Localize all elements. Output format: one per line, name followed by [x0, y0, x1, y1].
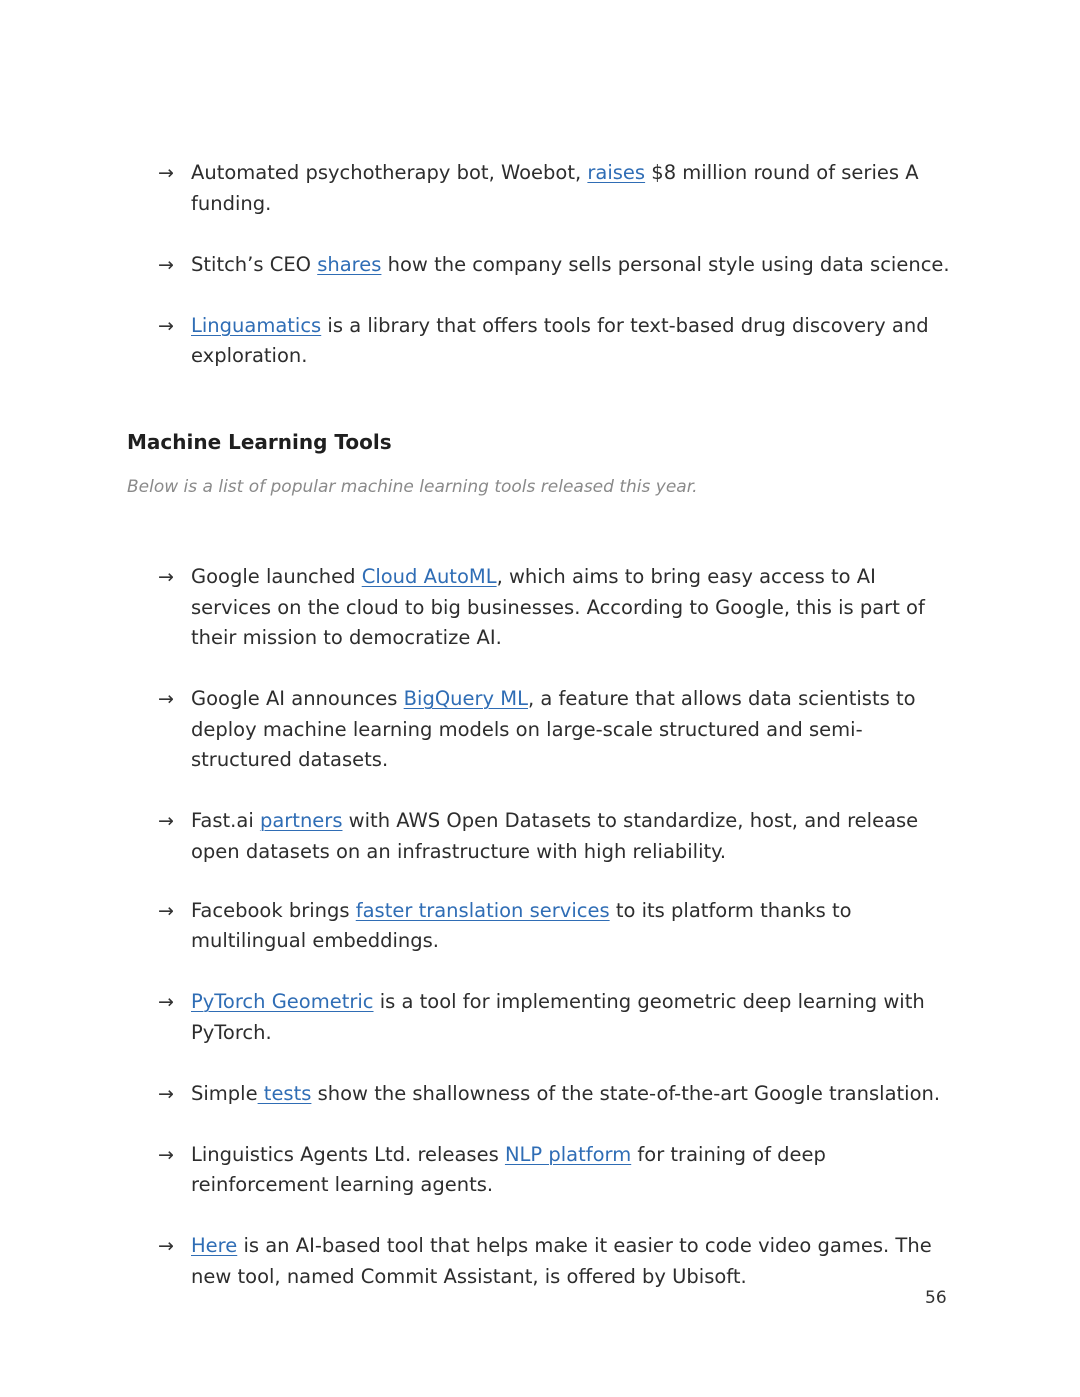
- faster-translation-services-link[interactable]: faster translation services: [355, 898, 610, 922]
- bigquery-ml-link[interactable]: BigQuery ML: [403, 687, 528, 710]
- section-intro: Below is a list of popular machine learning tools released this year.: [127, 477, 698, 497]
- arrow-right-icon: →: [158, 899, 174, 922]
- list-item: → Facebook brings faster translation services to its platform thanks to multilingual embeddings.: [158, 896, 958, 957]
- list-item: → Fast.ai partners with AWS Open Datasets to standardize, host, and release open datasets on an infrastructure with high reliability.: [158, 806, 958, 867]
- list-item: → PyTorch Geometric is a tool for implementing geometric deep learning with PyTorch.: [158, 987, 958, 1048]
- list-item: → Simple tests show the shallowness of the state-of-the-art Google translation.: [158, 1079, 958, 1110]
- list-item: → Stitch’s CEO shares how the company sells personal style using data science.: [158, 250, 958, 281]
- arrow-right-icon: →: [158, 1235, 174, 1257]
- pytorch-geometric-link[interactable]: PyTorch Geometric: [191, 990, 374, 1013]
- arrow-right-icon: →: [158, 253, 174, 276]
- list-item: → Google launched Cloud AutoML, which aims to bring easy access to AI services on the cloud to big businesses. According to Google, this is part of their mission to democratize AI.: [158, 562, 958, 654]
- here-link[interactable]: Here: [191, 1234, 238, 1257]
- linguamatics-link[interactable]: Linguamatics: [191, 313, 322, 337]
- tools-bullet-list: [158, 562, 958, 1323]
- list-item: → Google AI announces BigQuery ML, a feature that allows data scientists to deploy machine learning models on large-scale structured and semi-structured datasets.: [158, 684, 958, 776]
- nlp-platform-link[interactable]: NLP platform: [504, 1142, 632, 1166]
- list-item: → Linguistics Agents Ltd. releases NLP platform for training of deep reinforcement learning agents.: [158, 1140, 958, 1201]
- raises-link[interactable]: raises: [587, 161, 646, 184]
- arrow-right-icon: →: [158, 1143, 174, 1166]
- news-bullet-list: [158, 158, 958, 402]
- tests-link[interactable]: tests: [257, 1081, 312, 1105]
- list-item: → Automated psychotherapy bot, Woebot, raises $8 million round of series A funding.: [158, 158, 958, 219]
- list-item: → Linguamatics is a library that offers tools for text-based drug discovery and exploration.: [158, 311, 958, 372]
- page-number: 56: [925, 1288, 947, 1308]
- arrow-right-icon: →: [158, 314, 174, 337]
- partners-link[interactable]: partners: [259, 809, 343, 832]
- list-item: → Here is an AI-based tool that helps make it easier to code video games. The new tool, named Commit Assistant, is offered by Ubisoft.: [158, 1231, 958, 1292]
- arrow-right-icon: →: [158, 991, 174, 1013]
- shares-link[interactable]: shares: [317, 252, 382, 276]
- arrow-right-icon: →: [158, 1082, 174, 1105]
- arrow-right-icon: →: [158, 162, 174, 184]
- arrow-right-icon: →: [158, 566, 174, 588]
- arrow-right-icon: →: [158, 688, 174, 710]
- arrow-right-icon: →: [158, 810, 174, 832]
- cloud-automl-link[interactable]: Cloud AutoML: [361, 565, 497, 588]
- section-heading: Machine Learning Tools: [127, 430, 392, 454]
